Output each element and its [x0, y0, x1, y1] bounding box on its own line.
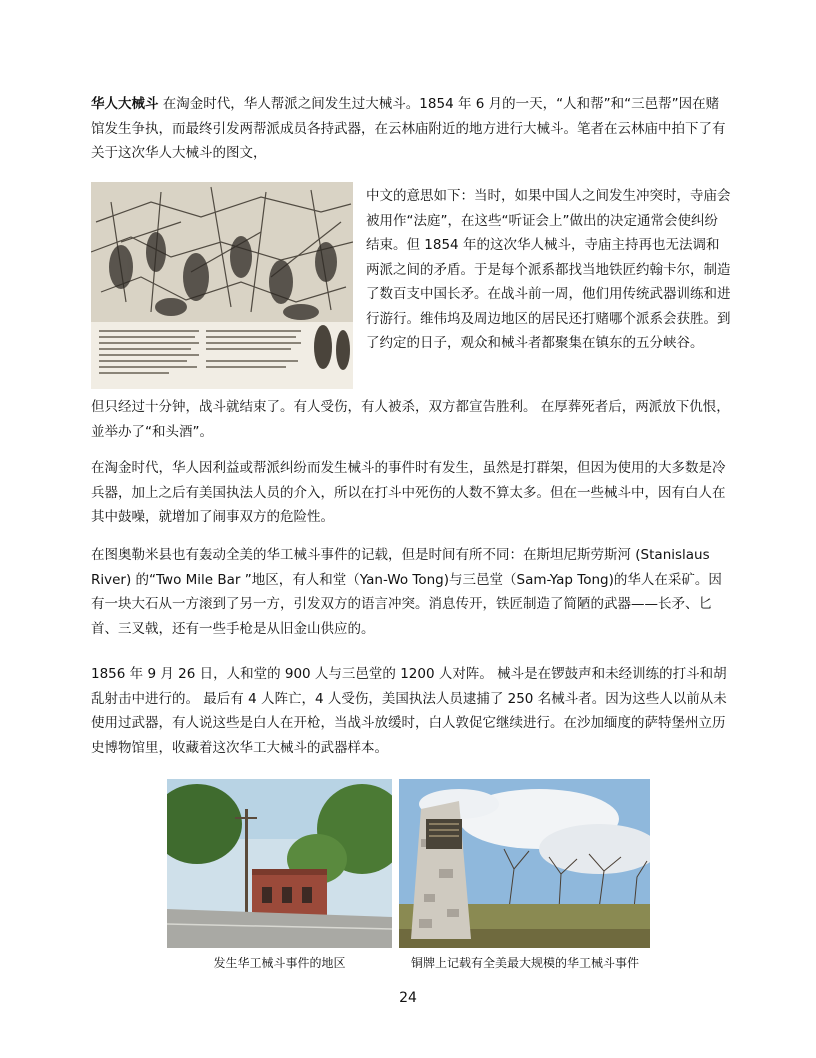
- paragraph-intro: [91, 92, 731, 166]
- paragraph-tuolumne: 在图奥勒米县也有轰动全美的华工械斗事件的记载，但是时间有所不同：在斯坦尼斯劳斯河 (Stanislaus River) 的“Two Mile Bar ”地区，有人和堂（Yan-Wo Tong)与三邑堂（Sam-Yap Tong)的华人在采矿。因有一块大石从一方滚到了另一方，引发双方的语言冲突。消息传开，铁匠制造了简陋的武器——长矛、匕首、三叉戟，还有一些手枪是从旧金山供应的。: [91, 547, 722, 637]
- plaque-monument-photo: [399, 779, 650, 948]
- paragraph-battle-end: 但只经过十分钟，战斗就结束了。有人受伤，有人被杀，双方都宣告胜利。 在厚葬死者后，两派放下仇恨，並举办了“和头酒”。: [91, 399, 730, 440]
- paragraph-translation: 中文的意思如下：当时，如果中国人之间发生冲突时，寺庙会被用作“法庭”，在这些“听证会上”做出的决定通常会使纠纷结束。但 1854 年的这次华人械斗，寺庙主持再也无法调和两派之间的矛盾。于是每个派系都找当地铁匠约翰卡尔，制造了数百支中国长矛。在战斗前一周，他们用传统武器训练和进行游行。维伟坞及周边地区的居民还打赌哪个派系会获胜。到了约定的日子，观众和械斗者都聚集在镇东的五分峡谷。: [366, 188, 731, 351]
- caption-plaque-photo: 铜牌上记载有全美最大规模的华工械斗事件: [410, 956, 639, 970]
- paragraph-intro-heading: 华人大械斗: [91, 96, 159, 112]
- paragraph-1856-battle: 1856 年 9 月 26 日，人和堂的 900 人与三邑堂的 1200 人对阵。 械斗是在锣鼓声和未经训练的打斗和胡乱射击中进行的。 最后有 4 人阵亡，4 人受伤，美国执法人员逮捕了 250 名械斗者。因为这些人以前从未使用过武器，有人说这些是白人在开枪，当战斗放缓时，白人敦促它继续进行。在沙加缅度的萨特堡州立历史博物馆里，收藏着这次华工大械斗的武器样本。: [91, 666, 727, 756]
- paragraph-gold-rush-fights: 在淘金时代，华人因利益或帮派纠纷而发生械斗的事件时有发生，虽然是打群架，但因为使用的大多数是冷兵器，加上之后有美国执法人员的介入，所以在打斗中死伤的人数不算太多。但在一些械斗中，因有白人在其中鼓噪，就增加了闹事双方的危险性。: [91, 460, 726, 525]
- caption-street-photo: 发生华工械斗事件的地区: [213, 956, 346, 970]
- page-number: 24: [399, 990, 417, 1006]
- battle-illustration-photo: [91, 182, 353, 389]
- street-location-photo: [167, 779, 392, 948]
- paragraph-intro-text: 在淘金时代，华人帮派之间发生过大械斗。1854 年 6 月的一天，“人和帮”和“三邑帮”因在赌馆发生争执，而最终引发两帮派成员各持武器，在云林庙附近的地方进行大械斗。笔者在云林庙中拍下了有关于这次华人大械斗的图文，: [91, 96, 726, 161]
